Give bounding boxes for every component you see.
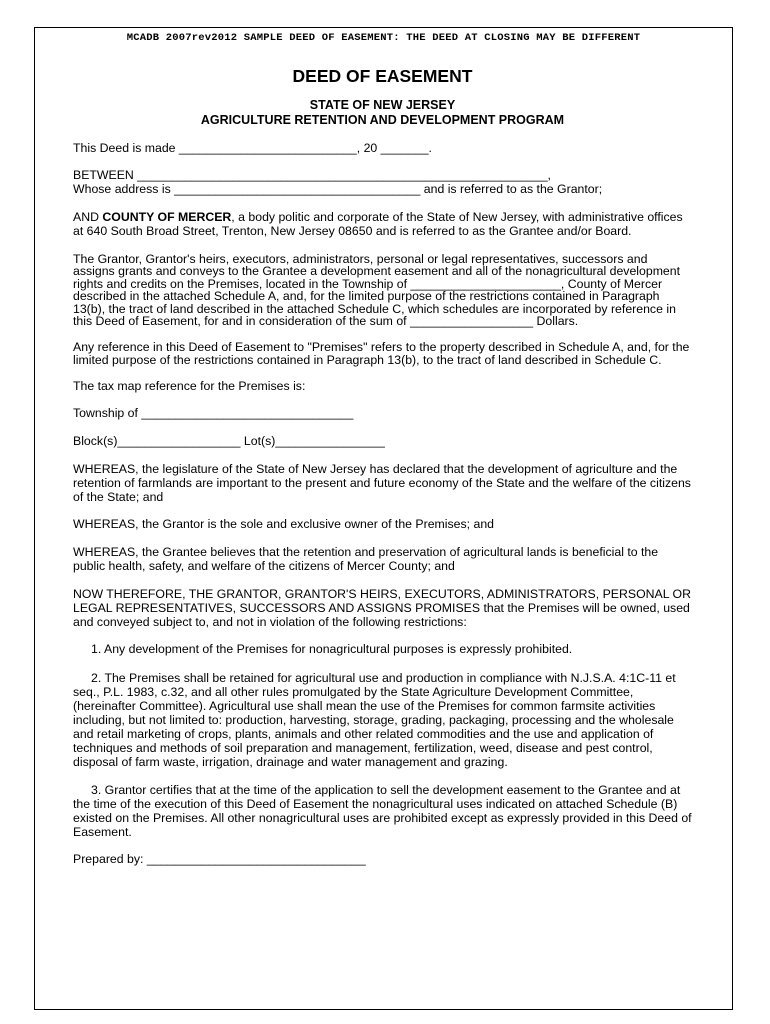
whereas-grantee: WHEREAS, the Grantee believes that the retention and preservation of agricultural lands is beneficial to the public health, safety, and welfare of the citizens of Mercer County; and <box>73 545 659 574</box>
block-lot-line: Block(s)__________________ Lot(s)________________ <box>73 433 385 448</box>
grantee-description: , a body politic and corporate of the State of New Jersey, with administrative offices at 640 South Broad Street, Trenton, New Jersey 08650 and is referred to as the Grantee and/or Board. <box>73 209 683 239</box>
document-subtitle-program: AGRICULTURE RETENTION AND DEVELOPMENT PROGRAM <box>200 113 565 127</box>
grantee-paragraph <box>73 210 692 239</box>
document-header: MCADB 2007rev2012 SAMPLE DEED OF EASEMENT: THE DEED AT CLOSING MAY BE DIFFERENT <box>126 32 641 44</box>
restriction-3: 3. Grantor certifies that at the time of the application to sell the development easement to the Grantee and at the time of the execution of this Deed of Easement the nonagricultural uses indicated on attached Schedule (B) existed on the Premises. All other nonagricultural uses are prohibited except as expressly provided in this Deed of Easement. <box>73 782 692 839</box>
township-line: Township of _______________________________ <box>73 406 354 421</box>
document-body <box>73 66 692 880</box>
grantee-name: COUNTY OF MERCER <box>102 209 232 224</box>
restriction-1: 1. Any development of the Premises for nonagricultural purposes is expressly prohibited. <box>91 642 573 657</box>
prepared-by-line: Prepared by: ________________________________ <box>73 851 366 866</box>
whereas-owner: WHEREAS, the Grantor is the sole and exclusive owner of the Premises; and <box>73 517 495 532</box>
document-frame <box>34 27 733 1010</box>
grantor-address-line: Whose address is ____________________________________ and is referred to as the Grantor; <box>73 181 603 196</box>
restriction-2: 2. The Premises shall be retained for agricultural use and production in compliance with N.J.S.A. 4:1C-11 et seq., P.L. 1983, c.32, and all other rules promulgated by the State Agriculture Development Committee, (hereinafter Committee). Agricultural use shall mean the use of the Premises for common farmsite activities including, but not limited to: production, harvesting, storage, grading, packaging, processing and the wholesale and retail marketing of crops, plants, animals and other related commodities and the use and application of techniques and methods of soil preparation and management, fertilization, weed, disease and pest control, disposal of farm waste, irrigation, drainage and water management and grazing. <box>73 670 676 769</box>
grant-paragraph: The Grantor, Grantor's heirs, executors, administrators, personal or legal representatives, successors and assigns grants and conveys to the Grantee a development easement and all of the nonagricultural development rights and credits on the Premises, located in the Township of ______________________, County of Mercer described in the attached Schedule A, and, for the limited purpose of the restrictions contained in Paragraph 13(b), the tract of land described in the attached Schedule C, which schedules are incorporated by reference in this Deed of Easement, for and in consideration of the sum of __________________ Dollars. <box>73 251 681 328</box>
deed-date-line: This Deed is made __________________________, 20 _______. <box>73 141 432 155</box>
and-prefix: AND <box>73 209 103 224</box>
premises-paragraph: Any reference in this Deed of Easement to "Premises" refers to the property described in Schedule A, and, for the limited purpose of the restrictions contained in Paragraph 13(b), to the tract of land described in Schedule C. <box>73 340 690 367</box>
document-title: DEED OF EASEMENT <box>292 66 473 86</box>
tax-map-line: The tax map reference for the Premises is: <box>73 379 306 394</box>
whereas-legislature: WHEREAS, the legislature of the State of New Jersey has declared that the development of agriculture and the retention of farmlands are important to the present and future economy of the State and the welfare of the citizens of the State; and <box>73 462 691 505</box>
document-subtitle-state: STATE OF NEW JERSEY <box>309 98 456 112</box>
between-line: BETWEEN ____________________________________________________________, <box>73 168 551 183</box>
now-therefore-paragraph: NOW THEREFORE, THE GRANTOR, GRANTOR'S HEIRS, EXECUTORS, ADMINISTRATORS, PERSONAL OR LEGAL REPRESENTATIVES, SUCCESSORS AND ASSIGNS PROMISES that the Premises will be owned, used and conveyed subject to, and not in violation of the following restrictions: <box>73 587 691 630</box>
